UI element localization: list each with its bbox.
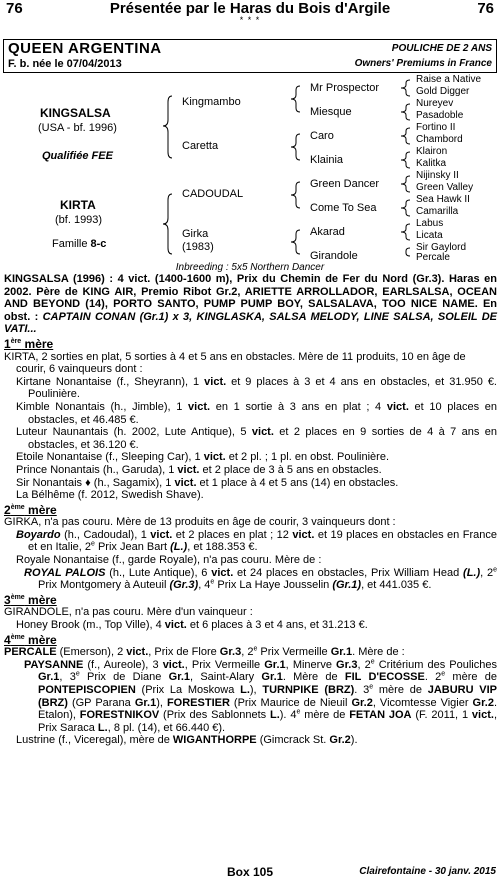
- mere2-grandproduce-1: ROYAL PALOIS (h., Lute Antique), 6 vict. et 24 places en obstacles, Prix William Head (L.), 2e Prix Montgomery à Auteuil (Gr.3), 4e Prix La Haye Jousselin (Gr.1), et 441.035 €.: [24, 566, 498, 592]
- page-footer: [0, 865, 500, 881]
- sire-info: (USA - bf. 1996): [38, 122, 117, 134]
- page-number-left: 76: [6, 0, 23, 17]
- inbreeding-note: Inbreeding : 5x5 Northern Dancer: [175, 262, 325, 273]
- box-number: Box 105: [226, 865, 274, 879]
- g4-1: Raise a Native: [416, 74, 482, 85]
- horse-title-box: [3, 39, 497, 57]
- mere4-produce-2: Lustrine (f., Viceregal), mère de WIGANTHORPE (Gimcrack St. Gr.2).: [16, 734, 358, 747]
- section-3eme-mere: 3ème mère: [4, 592, 57, 607]
- horse-name: QUEEN ARGENTINA: [8, 40, 162, 57]
- dam-name: KIRTA: [60, 198, 96, 212]
- g3-8: Girandole: [310, 250, 358, 262]
- g4-3: Nureyev: [416, 98, 454, 109]
- mere4-produce-1: PAYSANNE (f., Aureole), 3 vict., Prix Vermeille Gr.1, Minerve Gr.3, 2e Critérium des Pouliches Gr.1, 3e Prix de Diane Gr.1, Saint-Alary Gr.1. Mère de FIL D'ECOSSE. 2e mère de PONTEPISCOPIEN (Prix La Moskowa L.), TURNPIKE (BRZ). 3e mère de JABURU VIP (BRZ) (GP Parana Gr.1), FORESTIER (Prix Maurice de Nieuil Gr.2, Vicomtesse Vigier Gr.2. Etalon), FORESTNIKOV (Prix des Sablonnets L.). 4e mère de FETAN JOA (F. 2011, 1 vict., Prix Saraca L., 8 pl. (14), et 66.440 €).: [24, 658, 498, 734]
- diamond-icon: ♦: [85, 476, 91, 489]
- mere1-intro: KIRTA, 2 sorties en plat, 5 sorties à 4 et 5 ans en obstacles. Mère de 11 produits, 10 en âge de courir, 6 vainqueurs dont :: [4, 350, 466, 376]
- mere1-produce-1: Kirtane Nonantaise (f., Sheyrann), 1 vict. et 9 places à 3 et 4 ans en obstacles, et 31.950 €. Poulinière.: [16, 375, 497, 401]
- g4-7: Klairon: [416, 146, 448, 157]
- g3-6: Come To Sea: [310, 202, 377, 214]
- consignor-title: Présentée par le Haras du Bois d'Argile: [109, 0, 391, 17]
- sale-date: Clairefontaine - 30 janv. 2015: [359, 866, 496, 877]
- mere2-produce-2: Royale Nonantaise (f., garde Royale), n'a pas couru. Mère de :: [16, 554, 322, 567]
- g2-4: Girka: [182, 228, 209, 240]
- horse-type: POULICHE DE 2 ANS: [391, 43, 492, 54]
- g4-2: Gold Digger: [416, 86, 470, 97]
- mere3-intro: GIRANDOLE, n'a pas couru. Mère d'un vainqueur :: [4, 606, 253, 619]
- section-4eme-mere: 4ème mère: [4, 632, 57, 647]
- family-line: Famille 8-c: [52, 238, 107, 250]
- mere2-intro: GIRKA, n'a pas couru. Mère de 13 produits en âge de courir, 3 vainqueurs dont :: [4, 516, 396, 529]
- mere1-produce-5: Prince Nonantais (h., Garuda), 1 vict. et 2 place de 3 à 5 ans en obstacles.: [16, 463, 382, 476]
- horse-subtitle-box: [3, 57, 497, 73]
- mere1-produce-2: Kimble Nonantais (h., Jimble), 1 vict. en 1 sortie à 3 ans en plat ; 4 vict. et 10 places en obstacles, et 46.485 €.: [16, 400, 498, 426]
- g4-9: Nijinsky II: [416, 170, 459, 181]
- mere4-intro: PERCALE (Emerson), 2 vict., Prix de Flore Gr.3, 2e Prix Vermeille Gr.1. Mère de :: [4, 645, 405, 659]
- g2-3: CADOUDAL: [182, 188, 244, 200]
- mere1-produce-4: Etoile Nonantaise (f., Sleeping Car), 1 vict. et 2 pl. ; 1 pl. en obst. Poulinière.: [16, 451, 389, 464]
- g2-2: Caretta: [182, 140, 219, 152]
- catalogue-body: [4, 273, 497, 747]
- g2-4-year: (1983): [182, 241, 214, 253]
- g4-10: Green Valley: [416, 182, 474, 193]
- g4-13: Labus: [416, 218, 444, 229]
- g3-7: Akarad: [310, 226, 345, 238]
- g3-4: Klainia: [310, 154, 344, 166]
- sire-paragraph: KINGSALSA (1996) : 4 vict. (1400-1600 m), Prix du Chemin de Fer du Nord (Gr.3). Haras en 2002. Père de KING AIR, Premio Ribot Gr.2, ARIETTE ARROLLADOR, EARLSALSA, OCEAN AND BEYOND (14), PORTO SANTO, PUMP PUMP BOY, SALSALAVA, TOO NICE NAME. En obst. : CAPTAIN CONAN (Gr.1) x 3, KINGLASKA, SALSA MELODY, LINE SALSA, SOLEIL DE VATI...: [4, 273, 497, 336]
- mere1-produce-7: La Bélhême (f. 2012, Swedish Shave).: [16, 489, 204, 502]
- g3-2: Miesque: [310, 106, 352, 118]
- section-1ere-mere: 1ère mère: [4, 336, 54, 351]
- g2-1: Kingmambo: [182, 96, 241, 108]
- sire-name: KINGSALSA: [40, 106, 111, 120]
- mere1-produce-3: Luteur Naunantais (h. 2002, Lute Antique), 5 vict. et 2 places en 9 sorties de 4 à 7 ans en obstacles, et 36.120 €.: [16, 426, 497, 451]
- mere3-produce-1: Honey Brook (m., Top Ville), 4 vict. et 6 places à 3 et 4 ans, et 31.213 €.: [16, 619, 368, 632]
- g4-16: Percale: [416, 252, 450, 263]
- owners-premiums: Owners' Premiums in France: [354, 58, 492, 69]
- g3-1: Mr Prospector: [310, 82, 380, 94]
- header-stars: * * *: [239, 15, 261, 25]
- section-2eme-mere: 2ème mère: [4, 502, 57, 517]
- g4-6: Chambord: [416, 134, 463, 145]
- g4-12: Camarilla: [416, 206, 459, 217]
- mere1-produce-6: Sir Nonantais ♦ (h., Sagamix), 1 vict. et 1 place à 4 et 5 ans (14) en obstacles.: [16, 476, 399, 489]
- page-number-right: 76: [477, 0, 494, 17]
- g3-3: Caro: [310, 130, 334, 142]
- g4-4: Pasadoble: [416, 110, 464, 121]
- g4-8: Kalitka: [416, 158, 447, 169]
- sire-qualification: Qualifiée FEE: [42, 150, 113, 162]
- horse-birth: F. b. née le 07/04/2013: [8, 58, 122, 70]
- mere2-produce-1: Boyardo (h., Cadoudal), 1 vict. et 2 places en plat ; 12 vict. et 19 places en obstacles en France et en Italie, 2e Prix Jean Bart (L.), et 188.353 €.: [16, 528, 497, 554]
- dam-info: (bf. 1993): [55, 214, 103, 226]
- g4-15: Sir Gaylord: [416, 242, 467, 253]
- page-header: [0, 0, 500, 28]
- pedigree-table: [0, 74, 500, 263]
- g4-14: Licata: [416, 230, 443, 241]
- g4-11: Sea Hawk II: [416, 194, 470, 205]
- g3-5: Green Dancer: [310, 178, 380, 190]
- g4-5: Fortino II: [416, 122, 456, 133]
